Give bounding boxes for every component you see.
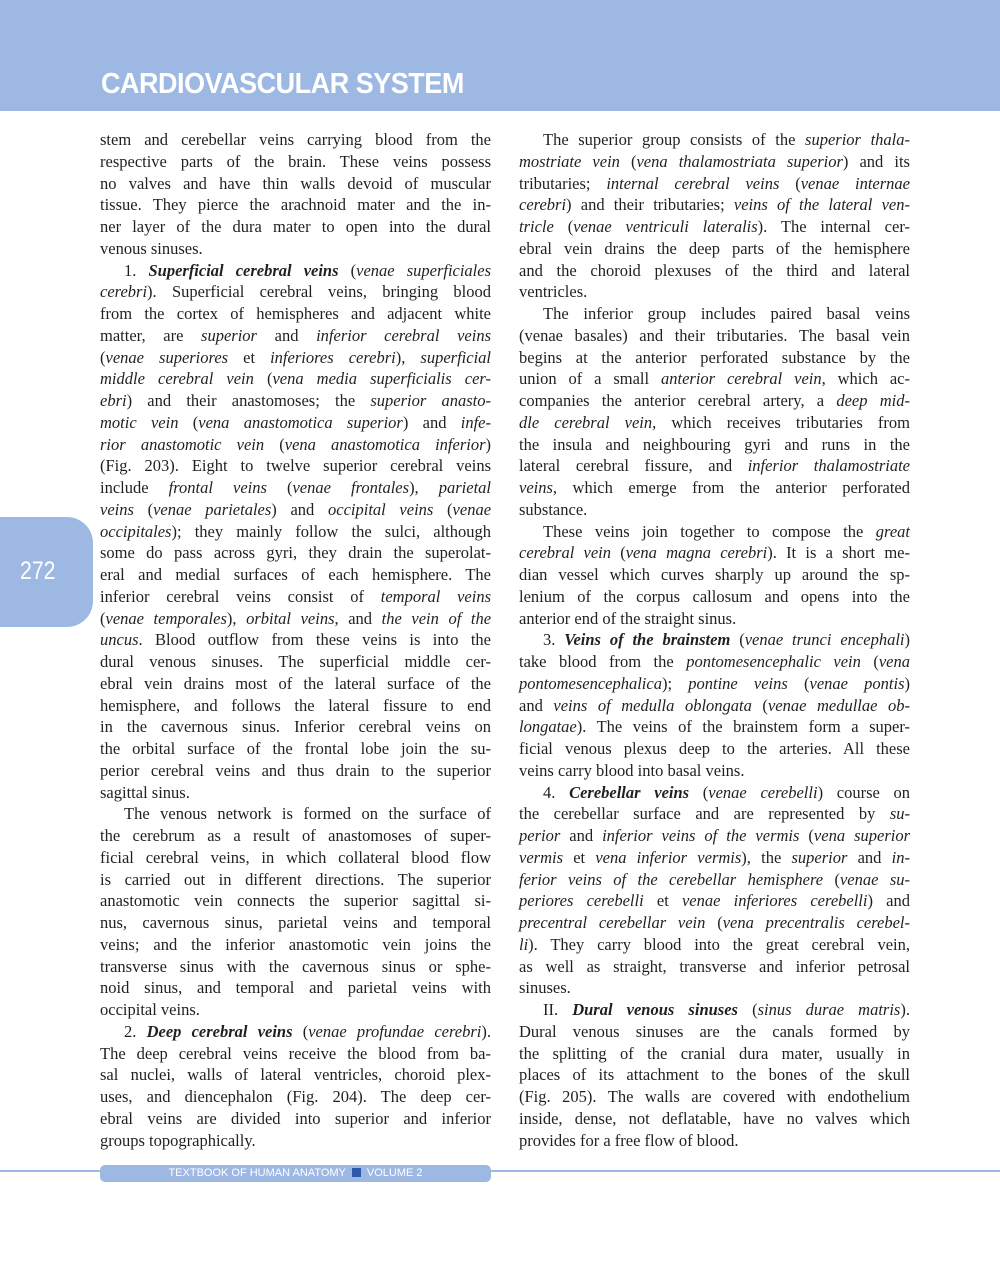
text-line: eral and medial surfaces of each hemisphere. The <box>100 565 491 584</box>
text-line: ficial cerebral veins, in which collateral blood flow <box>100 847 491 867</box>
footer-book-title: TEXTBOOK OF HUMAN ANATOMY <box>168 1167 346 1179</box>
text-line: respective parts of the brain. These veins possess <box>100 151 491 171</box>
text-line: ebral vein drains most of the lateral surface of the <box>100 673 491 693</box>
text-line: perior and inferior veins of the vermis (vena superior <box>519 826 910 845</box>
text-line: sagittal sinus. <box>100 782 190 802</box>
right-text-column <box>519 129 910 1151</box>
text-line: stem and cerebellar veins carrying blood from the <box>100 130 491 149</box>
text-line: lenium of the corpus callosum and opens into the <box>519 586 910 606</box>
text-line: as well as straight, transverse and inferior petrosal <box>519 956 910 976</box>
text-line: inside, dense, not deflatable, have no valves which <box>519 1108 910 1128</box>
text-line: transverse sinus with the cavernous sinus or sphe- <box>100 956 491 976</box>
text-line: perior cerebral veins and thus drain to the superior <box>100 760 491 780</box>
text-line: 3. Veins of the brainstem (venae trunci encephali) <box>543 630 910 650</box>
text-line: veins carry blood into basal veins. <box>519 760 745 780</box>
text-line: sal nuclei, walls of lateral ventricles, choroid plex- <box>100 1065 491 1085</box>
text-line: veins, which emerge from the anterior perforated <box>519 478 910 497</box>
text-line: the insula and neighbouring gyri and runs in the <box>519 434 910 454</box>
text-line: ebral veins are divided into superior and inferior <box>100 1108 491 1128</box>
text-line: the splitting of the cranial dura mater, usually in <box>519 1043 910 1063</box>
text-line: from the cortex of hemispheres and adjacent white <box>100 304 491 323</box>
text-line: cerebral vein (vena magna cerebri). It is a short me- <box>519 543 910 563</box>
text-line: ner layer of the dura mater to open into the dural <box>100 217 491 236</box>
text-line: cerebri). Superficial cerebral veins, bringing blood <box>100 282 491 302</box>
text-line: occipital veins. <box>100 1000 200 1019</box>
text-line: 1. Superficial cerebral veins (venae superficiales <box>124 260 492 280</box>
text-line: uncus. Blood outflow from these veins is into the <box>100 630 491 650</box>
text-line: dural venous sinuses. The superficial middle cer- <box>100 652 491 671</box>
text-line: ferior veins of the cerebellar hemisphere (venae su- <box>519 869 910 889</box>
left-text-column <box>100 129 491 1151</box>
text-line: 2. Deep cerebral veins (venae profundae cerebri). <box>124 1021 491 1041</box>
text-line: anastomotic vein connects the superior sagittal si- <box>100 891 491 911</box>
page-number: 272 <box>20 557 56 585</box>
text-line: venous sinuses. <box>100 238 203 258</box>
text-line: longatae). The veins of the brainstem form a super- <box>519 717 910 737</box>
text-line: provides for a free flow of blood. <box>519 1130 739 1150</box>
text-line: tricle (venae ventriculi lateralis). The internal cer- <box>519 217 910 236</box>
text-line: pontomesencephalica); pontine veins (venae pontis) <box>519 673 910 693</box>
text-line: ebral vein drains the deep parts of the hemisphere <box>519 238 910 258</box>
text-line: Dural venous sinuses are the canals formed by <box>519 1021 910 1041</box>
text-line: groups topographically. <box>100 1130 256 1150</box>
text-line: The inferior group includes paired basal veins <box>543 304 910 323</box>
text-line: (Fig. 205). The walls are covered with endothelium <box>519 1087 910 1106</box>
text-line: the orbital surface of the frontal lobe join the su- <box>100 739 491 758</box>
text-line: dle cerebral vein, which receives tributaries from <box>519 412 910 432</box>
chapter-title: CARDIOVASCULAR SYSTEM <box>101 68 464 100</box>
text-line: union of a small anterior cerebral vein, which ac- <box>519 369 911 389</box>
text-line: nus, cavernous sinus, parietal veins and temporal <box>100 913 491 932</box>
text-line: is carried out in different directions. The superior <box>100 869 491 889</box>
text-line: The superior group consists of the superior thala- <box>543 130 910 149</box>
text-line: precentral cerebellar vein (vena precentralis cerebel- <box>519 913 911 932</box>
text-line: begins at the anterior perforated substance by the <box>519 347 910 367</box>
text-line: inferior cerebral veins consist of temporal veins <box>100 586 491 606</box>
text-line: (Fig. 203). Eight to twelve superior cerebral veins <box>100 456 491 476</box>
text-line: sinuses. <box>519 978 571 998</box>
text-line: hemisphere, and follows the lateral fissure to end <box>100 695 491 715</box>
text-line: and the choroid plexuses of the third and lateral <box>519 260 910 280</box>
text-line: cerebri) and their tributaries; veins of the lateral ven- <box>519 195 910 215</box>
text-line: dian vessel which curves sharply up around the sp- <box>519 565 910 584</box>
text-line: companies the anterior cerebral artery, a deep mid- <box>519 391 910 410</box>
text-line: the cerebrum as a result of anastomoses of super- <box>100 826 491 845</box>
text-line: lateral cerebral fissure, and inferior thalamostriate <box>519 456 910 476</box>
text-line: li). They carry blood into the great cerebral vein, <box>519 934 910 954</box>
text-line: veins; and the inferior anastomotic vein joins the <box>100 934 491 954</box>
text-line: periores cerebelli et venae inferiores cerebelli) and <box>519 891 910 911</box>
text-line: motic vein (vena anastomotica superior) and infe- <box>100 412 492 432</box>
text-line: These veins join together to compose the great <box>543 521 910 541</box>
footer-volume: VOLUME 2 <box>366 1167 423 1179</box>
text-line: noid sinus, and temporal and parietal veins with <box>100 978 491 998</box>
running-footer <box>100 1165 491 1182</box>
text-line: vermis et vena inferior vermis), the superior and in- <box>519 847 910 867</box>
text-line: no valves and have thin walls devoid of muscular <box>100 173 491 193</box>
text-line: uses, and diencephalon (Fig. 204). The deep cer- <box>100 1087 491 1106</box>
text-line: The venous network is formed on the surface of <box>124 804 491 824</box>
text-line: veins (venae parietales) and occipital veins (venae <box>100 499 492 519</box>
text-line: include frontal veins (venae frontales), parietal <box>100 478 491 497</box>
text-line: places of its attachment to the bones of the skull <box>519 1065 910 1085</box>
text-line: 4. Cerebellar veins (venae cerebelli) course on <box>543 782 911 802</box>
text-line: middle cerebral vein (vena media superficialis cer- <box>100 369 491 389</box>
text-line: ventricles. <box>519 282 588 302</box>
text-line: the cerebellar surface and are represented by su- <box>519 804 910 824</box>
text-line: in the cavernous sinus. Inferior cerebral veins on <box>100 717 491 737</box>
text-line: ebri) and their anastomoses; the superior anasto- <box>100 391 492 410</box>
text-line: substance. <box>519 499 588 519</box>
text-line: tissue. They pierce the arachnoid mater and the in- <box>100 195 491 215</box>
text-line: ficial venous plexus deep to the arteries. All these <box>519 739 910 758</box>
text-line: occipitales); they mainly follow the sulci, although <box>100 521 491 541</box>
text-line: mostriate vein (vena thalamostriata superior) and its <box>519 151 910 171</box>
text-line: tributaries; internal cerebral veins (venae internae <box>519 173 910 193</box>
text-line: rior anastomotic vein (vena anastomotica inferior) <box>100 434 492 454</box>
text-line: II. Dural venous sinuses (sinus durae matris). <box>543 1000 910 1019</box>
footer-square-icon <box>352 1168 361 1177</box>
page-number-tab <box>0 517 93 627</box>
text-line: and veins of medulla oblongata (venae medullae ob- <box>519 695 910 715</box>
text-line: (venae temporales), orbital veins, and the vein of the <box>100 608 492 628</box>
text-line: matter, are superior and inferior cerebral veins <box>100 325 491 345</box>
text-line: (venae superiores et inferiores cerebri), superficial <box>100 347 491 367</box>
text-line: anterior end of the straight sinus. <box>519 608 737 628</box>
text-line: (venae basales) and their tributaries. The basal vein <box>519 325 910 345</box>
chapter-header-band <box>0 0 1000 111</box>
text-line: The deep cerebral veins receive the blood from ba- <box>100 1043 491 1063</box>
text-line: take blood from the pontomesencephalic vein (vena <box>519 652 910 671</box>
text-line: some do pass across gyri, they drain the superolat- <box>100 543 491 563</box>
